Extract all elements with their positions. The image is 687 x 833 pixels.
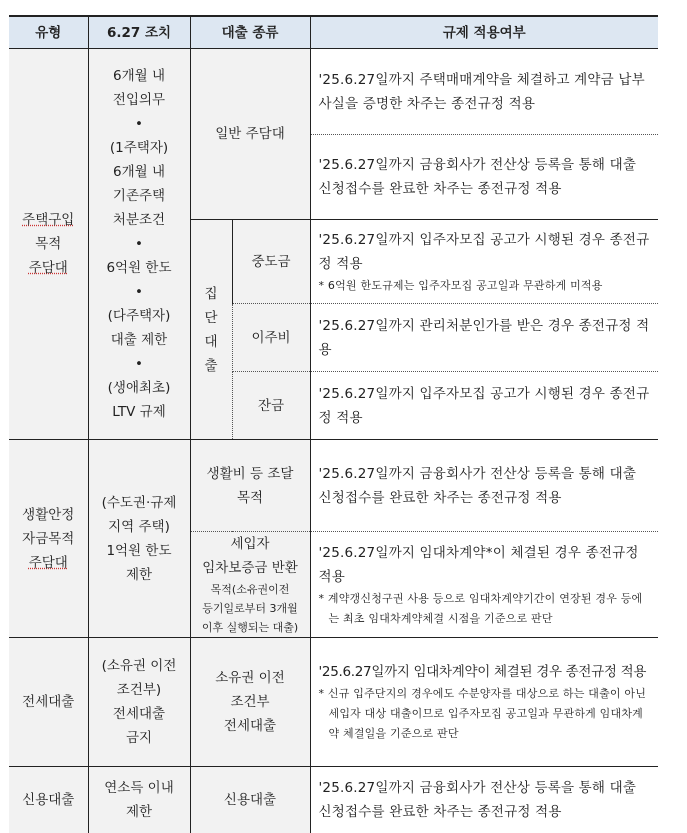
measure-purchase: 6개월 내 전입의무 • (1주택자) 6개월 내 기존주택 처분조건 • 6억원 한도 • (다주택자) 대출 제한 • (생애최초) LTV 규제	[88, 49, 190, 440]
header-measure: 6.27 조치	[88, 16, 190, 49]
loan-tenant: 세입자 임차보증금 반환 목적(소유권이전 등기일로부터 3개월 이후 실행되는 대출)	[190, 532, 310, 638]
credit-text: '25.6.27일까지 금융회사가 전산상 등록을 통해 대출 신청접수를 완료한 차주는 종전규정 적용	[310, 767, 658, 833]
loan-credit: 신용대출	[190, 767, 310, 833]
general-text-2: '25.6.27일까지 금융회사가 전산상 등록을 통해 대출 신청접수를 완료한 차주는 종전규정 적용	[310, 135, 658, 220]
measure-credit: 연소득 이내 제한	[88, 767, 190, 833]
loan-living-cost: 생활비 등 조달 목적	[190, 440, 310, 532]
general-text-1: '25.6.27일까지 주택매매계약을 체결하고 계약금 납부 사실을 증명한 차주는 종전규정 적용	[310, 49, 658, 135]
header-row	[9, 16, 658, 49]
table-row	[9, 49, 658, 135]
balance-text: '25.6.27일까지 입주자모집 공고가 시행된 경우 종전규정 적용	[310, 372, 658, 440]
type-jeonse: 전세대출	[9, 638, 88, 767]
header-type: 유형	[9, 16, 88, 49]
table-row	[9, 638, 658, 767]
living-cost-text: '25.6.27일까지 금융회사가 전산상 등록을 통해 대출 신청접수를 완료한 차주는 종전규정 적용	[310, 440, 658, 532]
type-purchase: 주택구입 목적 주담대	[9, 49, 88, 440]
loan-general: 일반 주담대	[190, 49, 310, 220]
tenant-cell: '25.6.27일까지 임대차계약*이 체결된 경우 종전규정 적용 * 계약갱신청구권 사용 등으로 임대차계약기간이 연장된 경우 등에는 최초 임대차계약체결 시점을 기준으로 판단	[310, 532, 658, 638]
measure-living: (수도권·규제 지역 주택) 1억원 한도 제한	[88, 440, 190, 638]
group-loan-label: 집 단 대 출	[190, 220, 232, 440]
header-applicability: 규제 적용여부	[310, 16, 658, 49]
header-loan-kind: 대출 종류	[190, 16, 310, 49]
jeonse-cell: '25.6.27일까지 임대차계약이 체결된 경우 종전규정 적용 * 신규 입주단지의 경우에도 수분양자를 대상으로 하는 대출이 아닌 세입자 대상 대출이므로 입주자모집 공고일과 무관하게 임대차계약 체결일을 기준으로 판단	[310, 638, 658, 767]
table-row	[9, 767, 658, 833]
table-row	[9, 440, 658, 532]
loan-interim: 중도금	[232, 220, 310, 304]
measure-jeonse: (소유권 이전 조건부) 전세대출 금지	[88, 638, 190, 767]
regulation-table	[9, 15, 658, 833]
type-credit: 신용대출	[9, 767, 88, 833]
type-living: 생활안정 자금목적 주담대	[9, 440, 88, 638]
relocation-text: '25.6.27일까지 관리처분인가를 받은 경우 종전규정 적용	[310, 304, 658, 372]
loan-balance: 잔금	[232, 372, 310, 440]
interim-cell: '25.6.27일까지 입주자모집 공고가 시행된 경우 종전규정 적용 * 6억원 한도규제는 입주자모집 공고일과 무관하게 미적용	[310, 220, 658, 304]
loan-relocation: 이주비	[232, 304, 310, 372]
loan-jeonse: 소유권 이전 조건부 전세대출	[190, 638, 310, 767]
